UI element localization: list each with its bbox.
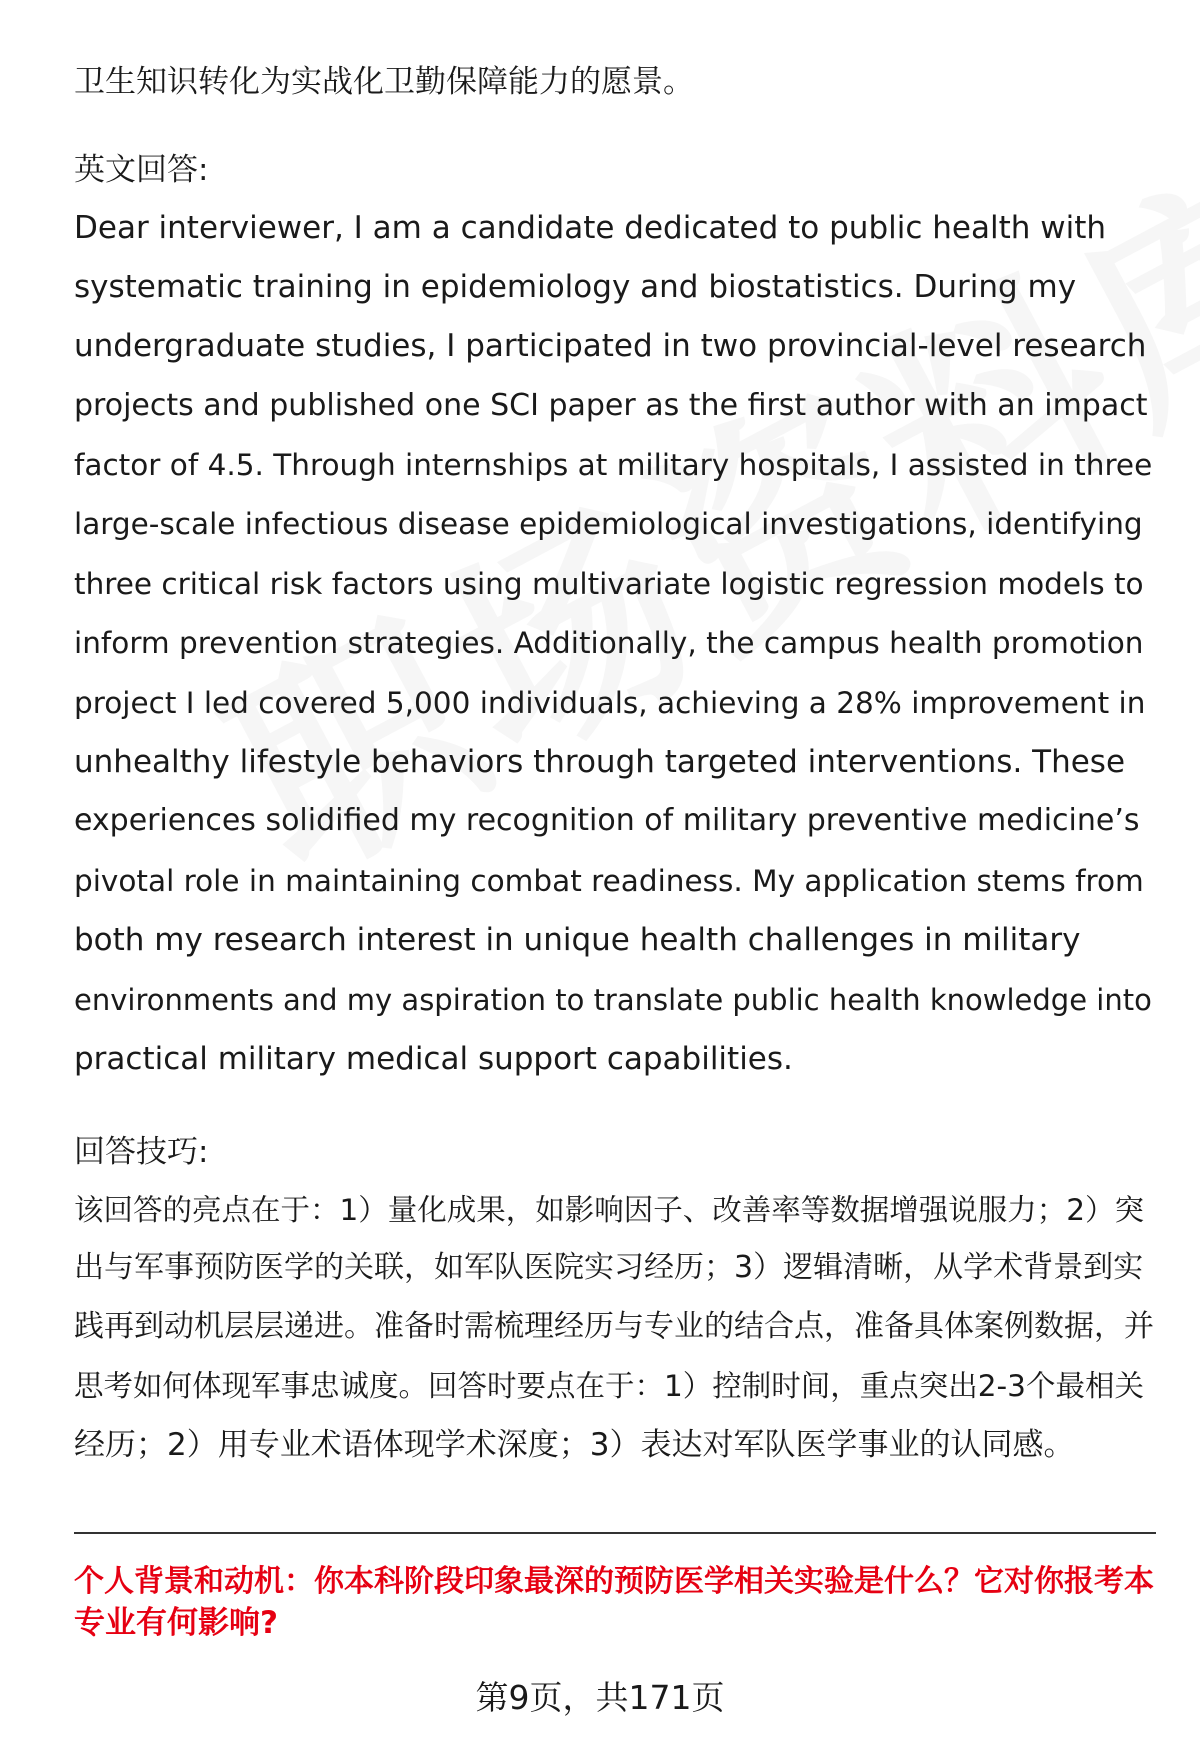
english-line: environments and my aspiration to translate public health knowledge into xyxy=(74,983,1152,1017)
page-number-footer: 第9页，共171页 xyxy=(475,1678,725,1717)
english-line: unhealthy lifestyle behaviors through targeted interventions. These xyxy=(74,744,1126,780)
english-line: pivotal role in maintaining combat readiness. My application stems from xyxy=(74,864,1144,898)
english-line: projects and published one SCI paper as the first author with an impact xyxy=(74,388,1148,423)
english-line: undergraduate studies, I participated in two provincial-level research xyxy=(74,328,1147,364)
tips-line: 思考如何体现军事忠诚度。回答时要点在于：1）控制时间，重点突出2-3个最相关 xyxy=(74,1369,1144,1403)
english-line: inform prevention strategies. Additionally, the campus health promotion xyxy=(74,626,1144,660)
english-line: three critical risk factors using multivariate logistic regression models to xyxy=(74,567,1144,601)
english-line: Dear interviewer, I am a candidate dedicated to public health with xyxy=(74,210,1107,246)
tips-line: 出与军事预防医学的关联，如军队医院实习经历；3）逻辑清晰，从学术背景到实 xyxy=(74,1250,1144,1285)
english-line: practical military medical support capabilities. xyxy=(74,1041,793,1077)
english-answer-heading: 英文回答: xyxy=(74,152,209,188)
next-question-line: 专业有何影响? xyxy=(74,1605,278,1641)
english-line: experiences solidified my recognition of military preventive medicine’s xyxy=(74,803,1140,838)
section-divider xyxy=(74,1532,1156,1534)
tips-line: 该回答的亮点在于：1）量化成果，如影响因子、改善率等数据增强说服力；2）突 xyxy=(74,1193,1145,1227)
tips-line: 经历；2）用专业术语体现学术深度；3）表达对军队医学事业的认同感。 xyxy=(74,1427,1075,1463)
english-line: large-scale infectious disease epidemiological investigations, identifying xyxy=(74,507,1143,541)
english-line: both my research interest in unique health challenges in military xyxy=(74,922,1081,958)
intro-tail-text: 卫生知识转化为实战化卫勤保障能力的愿景。 xyxy=(74,64,694,100)
english-line: systematic training in epidemiology and biostatistics. During my xyxy=(74,269,1077,305)
english-line: project I led covered 5,000 individuals, achieving a 28% improvement in xyxy=(74,686,1146,720)
tips-line: 践再到动机层层递进。准备时需梳理经历与专业的结合点，准备具体案例数据，并 xyxy=(74,1309,1154,1344)
next-question-line: 个人背景和动机：你本科阶段印象最深的预防医学相关实验是什么？它对你报考本 xyxy=(74,1564,1154,1599)
tips-heading: 回答技巧: xyxy=(74,1134,209,1170)
english-line: factor of 4.5. Through internships at military hospitals, I assisted in three xyxy=(74,448,1153,482)
